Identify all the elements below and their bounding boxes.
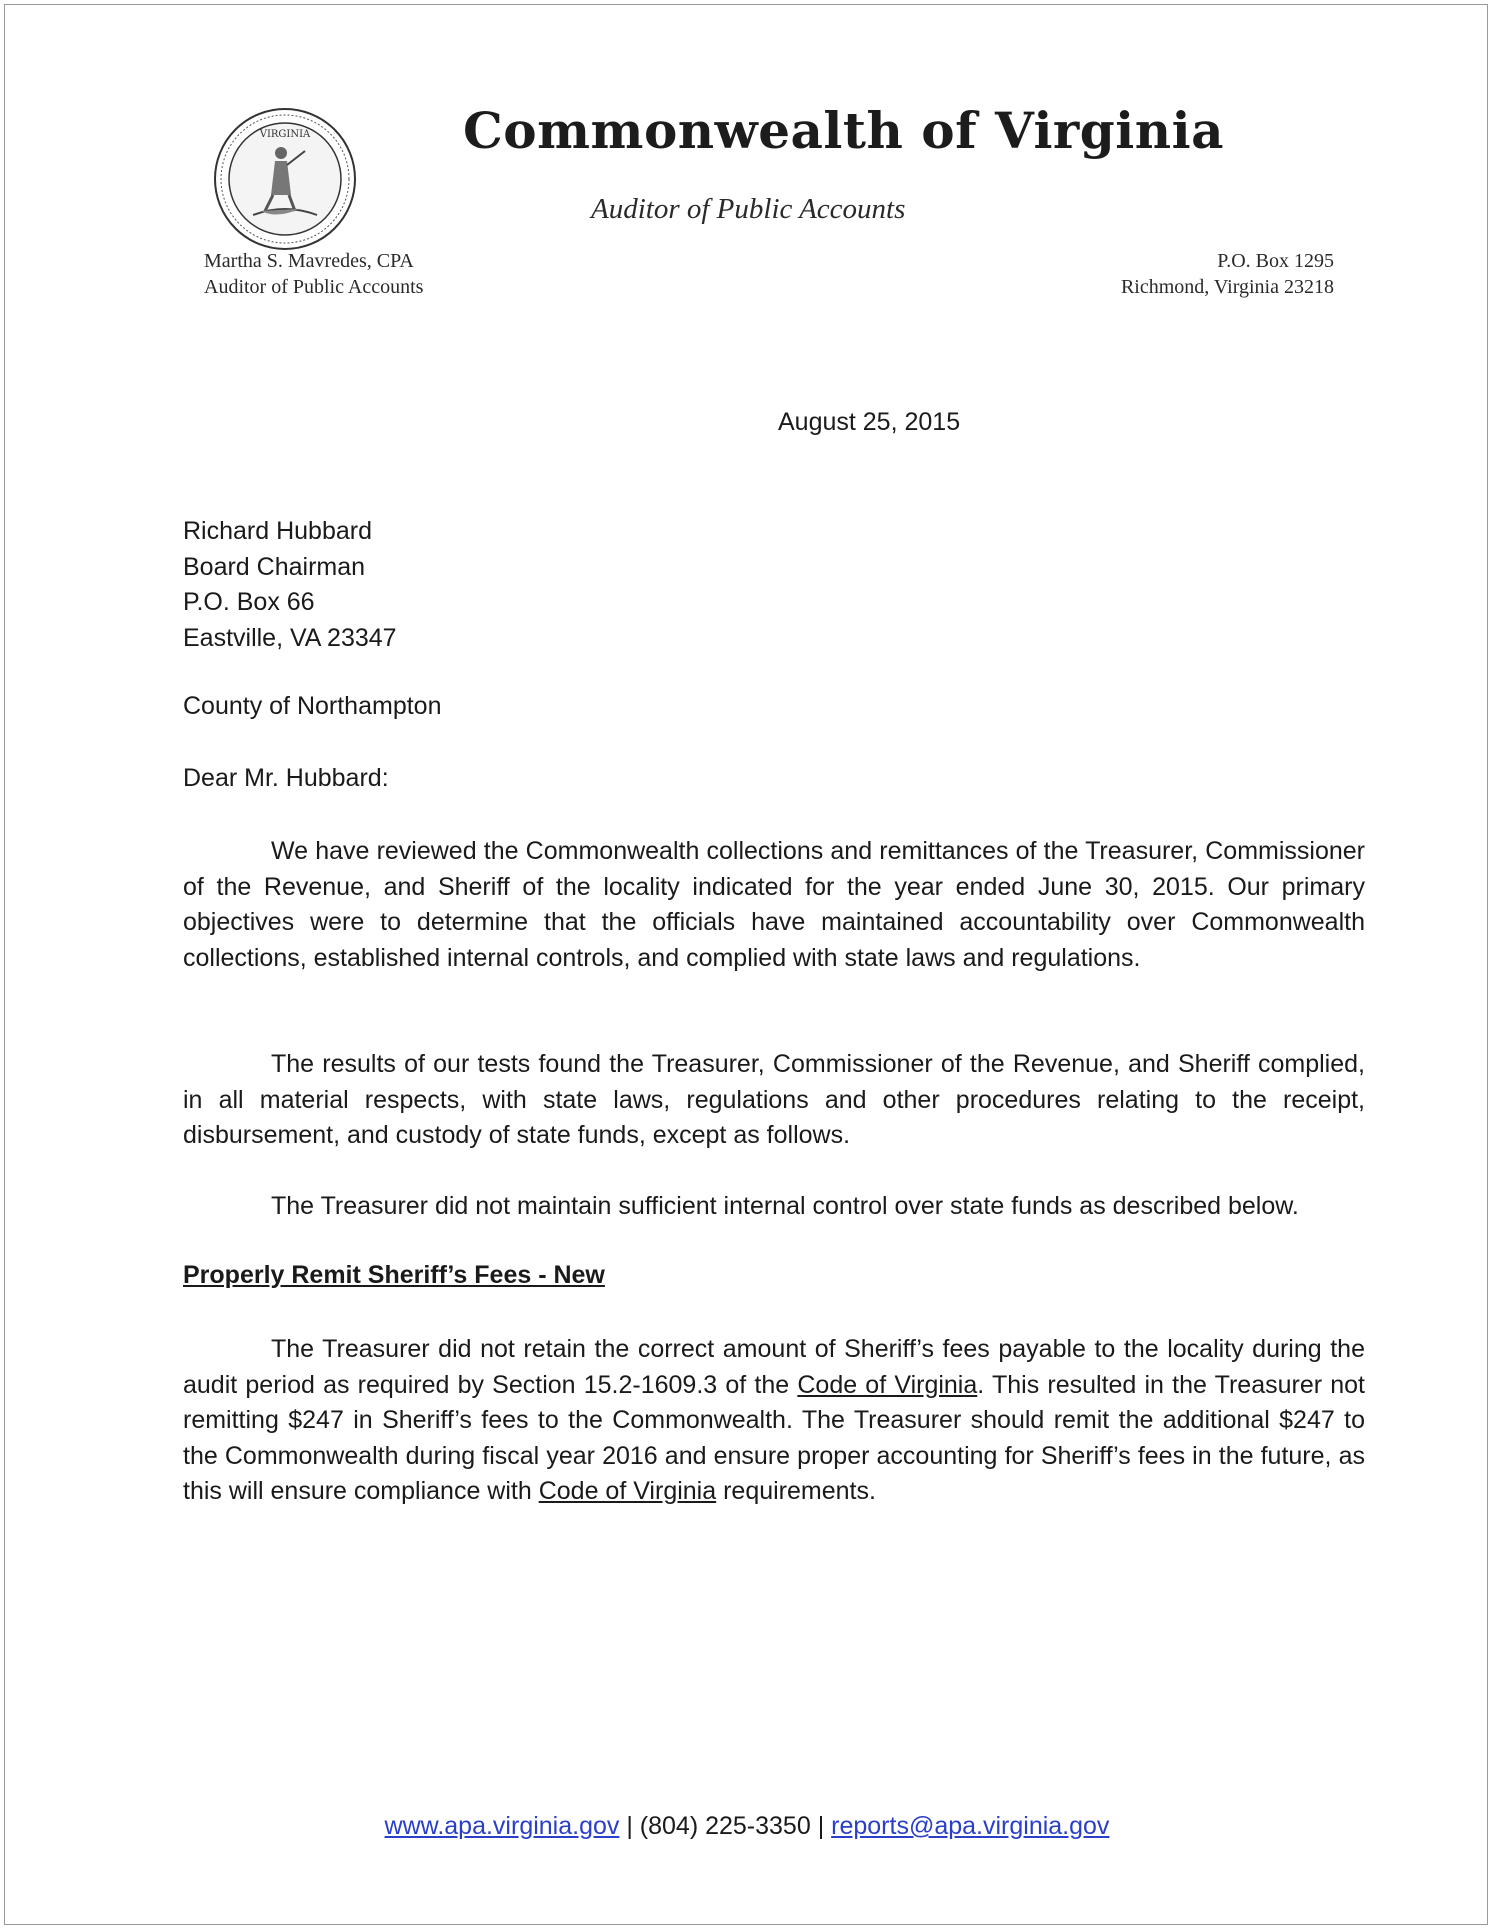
auditor-name: Martha S. Mavredes, CPA	[204, 250, 414, 272]
footer	[5, 1812, 1489, 1841]
website-link[interactable]: www.apa.virginia.gov	[384, 1812, 620, 1840]
office-address-block	[1121, 248, 1334, 300]
footer-separator: |	[619, 1812, 640, 1840]
paragraph-finding	[183, 1332, 1365, 1510]
auditor-name-block	[204, 248, 423, 300]
code-of-virginia-ref: Code of Virginia	[797, 1370, 978, 1399]
footer-phone: (804) 225-3350	[639, 1812, 811, 1840]
letterhead-subtitle: Auditor of Public Accounts	[591, 193, 906, 225]
letter-date: August 25, 2015	[778, 408, 961, 436]
virginia-seal-logo	[213, 107, 357, 251]
office-city: Richmond, Virginia 23218	[1120, 276, 1334, 298]
footer-separator: |	[810, 1812, 832, 1840]
finding-text-part2: . This resulted in the Treasurer not remitting $247 in Sheriff’s fees to the Commonwealth. The Treasurer should remit the additional $247 to the Commonwealth during fiscal year 2016 and ensure proper accounting for Sheriff’s fees in the future, as this will ensure compliance with	[183, 1370, 1366, 1505]
paragraph-objectives: We have reviewed the Commonwealth collections and remittances of the Treasurer, Commissioner of the Revenue, and Sheriff of the locality indicated for the year ended June 30, 2015. Our primary objectives were to determine that the officials have maintained accountability over Commonwealth collections, established internal controls, and complied with state laws and regulations.	[183, 837, 1365, 972]
auditor-title: Auditor of Public Accounts	[204, 276, 424, 298]
letterhead-title: Commonwealth of Virginia	[463, 101, 1224, 160]
finding-text-part3: requirements.	[716, 1477, 876, 1505]
recipient-po-box: P.O. Box 66	[183, 588, 315, 616]
recipient-address	[183, 514, 397, 656]
code-of-virginia-ref: Code of Virginia	[538, 1477, 717, 1505]
recipient-title: Board Chairman	[183, 552, 366, 581]
email-link[interactable]: reports@apa.virginia.gov	[831, 1812, 1110, 1840]
county-name: County of Northampton	[183, 692, 442, 720]
paragraph-internal-control: The Treasurer did not maintain sufficient internal control over state funds as described below.	[271, 1192, 1299, 1220]
office-po-box: P.O. Box 1295	[1217, 250, 1334, 272]
finding-heading: Properly Remit Sheriff’s Fees - New	[183, 1261, 605, 1289]
recipient-name: Richard Hubbard	[183, 517, 372, 545]
paragraph-results: The results of our tests found the Treasurer, Commissioner of the Revenue, and Sheriff complied, in all material respects, with state laws, regulations and other procedures relating to the receipt, disbursement, and custody of state funds, except as follows.	[183, 1050, 1365, 1149]
seal-text: VIRGINIA	[259, 129, 311, 140]
finding-text-part1: The Treasurer did not retain the correct amount of Sheriff’s fees payable to the locality during the audit period as required by Section 15.2-1609.3 of the	[183, 1335, 1365, 1399]
salutation: Dear Mr. Hubbard:	[183, 764, 389, 792]
letter-page	[4, 4, 1488, 1925]
recipient-city: Eastville, VA 23347	[183, 623, 397, 652]
